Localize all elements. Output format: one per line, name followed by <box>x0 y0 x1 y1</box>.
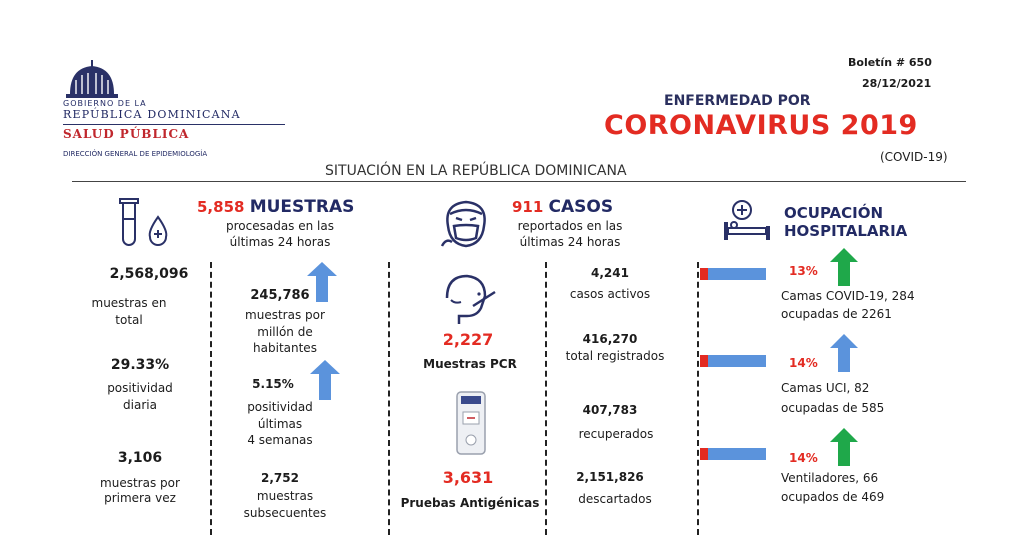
title-top: ENFERMEDAD POR <box>664 93 811 109</box>
logo-line-2: REPÚBLICA DOMINICANA <box>63 108 241 121</box>
logo-line-3: SALUD PÚBLICA <box>63 127 190 141</box>
antigen-tests-label: Pruebas Antigénicas <box>400 496 540 510</box>
samples-per-million-label-1: muestras por <box>245 308 325 322</box>
subsequent-samples-value: 2,752 <box>261 471 299 485</box>
logo-divider <box>63 124 285 125</box>
column-divider-3 <box>545 262 547 535</box>
samples-per-million-label-2: millón de <box>257 325 313 339</box>
samples-per-million-label-3: habitantes <box>253 341 317 355</box>
building-dome-icon <box>62 60 122 98</box>
ministry-logo <box>62 60 122 98</box>
discarded-value: 2,151,826 <box>576 470 644 484</box>
up-arrow-icon <box>830 334 858 372</box>
active-cases-label: casos activos <box>569 287 651 301</box>
registered-cases-label: total registrados <box>565 349 665 363</box>
occupancy-line-1: Camas UCI, 82 <box>781 381 870 395</box>
hospital-bed-icon <box>722 198 772 246</box>
occupancy-percent: 14% <box>789 451 818 465</box>
samples-per-million-value: 245,786 <box>250 288 310 303</box>
bulletin-number: Boletín # 650 <box>848 56 932 69</box>
hospital-heading-1: OCUPACIÓN <box>784 204 884 222</box>
cases-header <box>512 197 613 217</box>
antigen-test-kit-icon <box>454 390 488 460</box>
total-samples-value: 2,568,096 <box>109 266 189 282</box>
logo-line-1: GOBIERNO DE LA <box>63 99 147 108</box>
positivity-4w-value: 5.15% <box>252 377 294 391</box>
column-divider-4 <box>697 262 699 535</box>
samples-heading: MUESTRAS <box>249 197 355 217</box>
test-tube-icon <box>114 197 174 253</box>
up-arrow-icon <box>830 248 858 286</box>
subsequent-samples-label-1: muestras <box>256 489 314 503</box>
antigen-tests-value: 3,631 <box>442 468 494 487</box>
positivity-4w-label-3: 4 semanas <box>247 433 313 447</box>
occupancy-line-2: ocupadas de 2261 <box>781 307 892 321</box>
daily-positivity-label-2: diaria <box>123 398 157 412</box>
positivity-4w-label-2: últimas <box>257 417 303 431</box>
occupancy-line-1: Camas COVID-19, 284 <box>781 289 915 303</box>
swab-test-icon <box>437 270 499 330</box>
cases-heading: CASOS <box>548 197 614 217</box>
occupancy-line-2: ocupadas de 585 <box>781 401 885 415</box>
title-main: CORONAVIRUS 2019 <box>604 110 918 141</box>
column-divider-1 <box>210 262 212 535</box>
registered-cases-value: 416,270 <box>582 332 638 346</box>
first-time-samples-label-1: muestras por <box>100 476 180 490</box>
occupancy-line-1: Ventiladores, 66 <box>781 471 879 485</box>
positivity-4w-label-1: positividad <box>247 400 313 414</box>
pcr-samples-value: 2,227 <box>442 330 494 349</box>
cases-desc-2: últimas 24 horas <box>519 235 621 249</box>
occupancy-percent: 13% <box>789 264 818 278</box>
daily-positivity-label-1: positividad <box>107 381 173 395</box>
occupancy-line-2: ocupados de 469 <box>781 490 885 504</box>
first-time-samples-label-2: primera vez <box>104 491 176 505</box>
header-divider <box>72 181 966 182</box>
subsequent-samples-label-2: subsecuentes <box>243 506 327 520</box>
occupancy-bar <box>700 355 766 367</box>
samples-count: 5,858 <box>197 198 245 216</box>
cases-desc-1: reportados en las <box>517 219 623 233</box>
cases-count: 911 <box>512 198 544 216</box>
logo-line-4: DIRECCIÓN GENERAL DE EPIDEMIOLOGÍA <box>63 150 208 158</box>
total-samples-label-2: total <box>115 313 143 327</box>
pcr-samples-label: Muestras PCR <box>423 357 517 371</box>
recovered-value: 407,783 <box>582 403 638 417</box>
samples-desc-1: procesadas en las <box>226 219 334 233</box>
active-cases-value: 4,241 <box>591 266 629 280</box>
occupancy-percent: 14% <box>789 356 818 370</box>
up-arrow-icon <box>830 428 858 466</box>
samples-header <box>197 197 354 217</box>
total-samples-label-1: muestras en <box>91 296 167 310</box>
section-title: SITUACIÓN EN LA REPÚBLICA DOMINICANA <box>325 163 627 179</box>
sick-person-icon <box>436 196 496 256</box>
title-sub: (COVID-19) <box>880 150 948 164</box>
recovered-label: recuperados <box>578 427 654 441</box>
first-time-samples-value: 3,106 <box>117 450 163 466</box>
occupancy-bar <box>700 448 766 460</box>
bulletin-date: 28/12/2021 <box>862 77 932 90</box>
column-divider-2 <box>388 262 390 535</box>
hospital-heading-2: HOSPITALARIA <box>784 222 908 240</box>
occupancy-bar <box>700 268 766 280</box>
samples-desc-2: últimas 24 horas <box>229 235 331 249</box>
discarded-label: descartados <box>578 492 652 506</box>
daily-positivity-value: 29.33% <box>110 357 170 373</box>
